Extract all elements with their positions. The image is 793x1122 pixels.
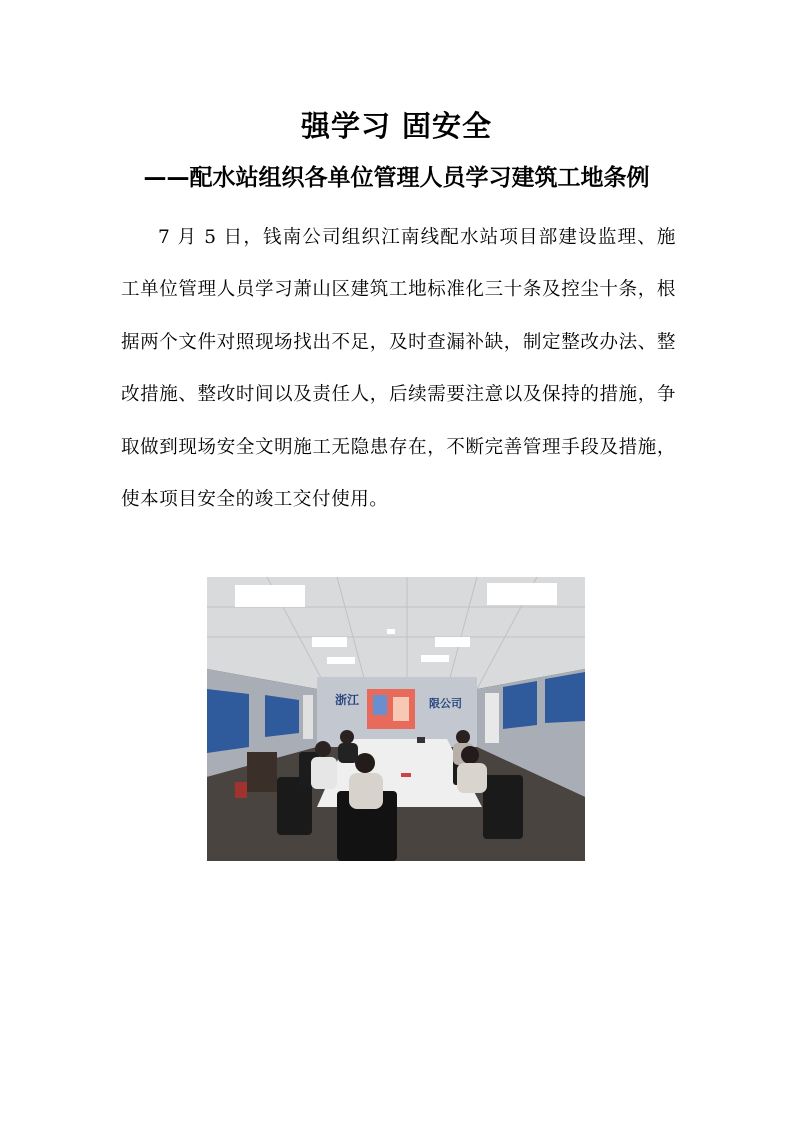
photo-person <box>315 741 331 757</box>
photo-ceiling-light <box>487 583 557 605</box>
photo-person <box>340 730 354 744</box>
photo-ceiling-light <box>327 657 355 664</box>
page-subtitle: ——配水站组织各单位管理人员学习建筑工地条例 <box>143 165 650 191</box>
photo-cabinet <box>303 695 313 739</box>
photo-person <box>456 730 470 744</box>
photo-air-conditioner <box>485 693 499 743</box>
photo-right-blind <box>503 681 537 729</box>
photo-wall-sign-right: 限公司 <box>429 697 462 710</box>
photo-right-blind <box>545 672 585 723</box>
photo-ceiling-light <box>312 637 347 647</box>
photo-ceiling-light <box>235 585 305 607</box>
meeting-room-photo <box>207 577 585 861</box>
photo-ceiling-light <box>435 637 470 647</box>
photo-left-blind <box>207 689 249 753</box>
photo-wall-sign-left: 浙江 <box>335 693 360 707</box>
photo-chair <box>483 775 523 839</box>
photo-person <box>461 746 479 764</box>
photo-left-blind <box>265 695 299 737</box>
photo-ceiling-light <box>421 655 449 662</box>
page-title: 强学习 固安全 <box>300 109 493 143</box>
body-paragraph: 7 月 5 日，钱南公司组织江南线配水站项目部建设监理、施工单位管理人员学习萧山区建筑工地标准化三十条及控尘十条，根据两个文件对照现场找出不足，及时查漏补缺，制定整改办法、整改措施、整改时间以及责任人，后续需要注意以及保持的措施，争取做到现场安全文明施工无隐患存在，不断完善管理手段及措施，使本项目安全的竣工交付使用。 <box>121 227 676 511</box>
